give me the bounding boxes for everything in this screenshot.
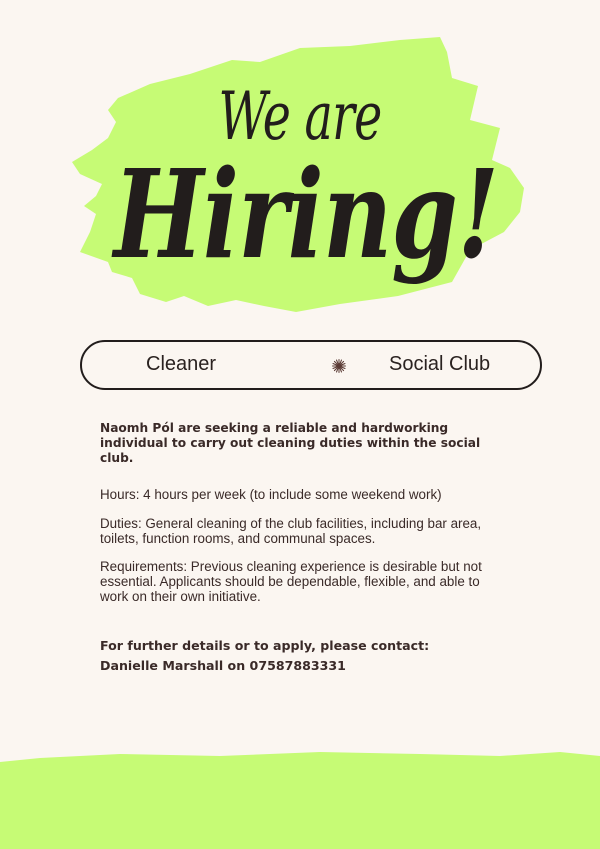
location-label: Social Club [389,353,491,375]
contact-person: Danielle Marshall on 07587883331 [100,658,346,673]
headline-hiring: Hiring! [113,142,499,286]
duties-text: Duties: General cleaning of the club facilities, including bar area, toilets, function rooms, and communal spaces. [100,516,482,546]
hours-text: Hours: 4 hours per week (to include some weekend work) [100,487,442,502]
headline-we-are: We are [218,78,382,155]
requirements-text: Requirements: Previous cleaning experience is desirable but not essential. Applicants should be dependable, flexible, and able to work on their own initiative. [100,559,482,604]
contact-heading: For further details or to apply, please contact: [100,638,430,653]
role-location-pill [80,340,542,390]
role-label: Cleaner [146,353,217,375]
sunburst-icon [332,359,346,373]
intro-text: Naomh Pól are seeking a reliable and hardworking individual to carry out cleaning duties within the social club. [100,421,481,465]
